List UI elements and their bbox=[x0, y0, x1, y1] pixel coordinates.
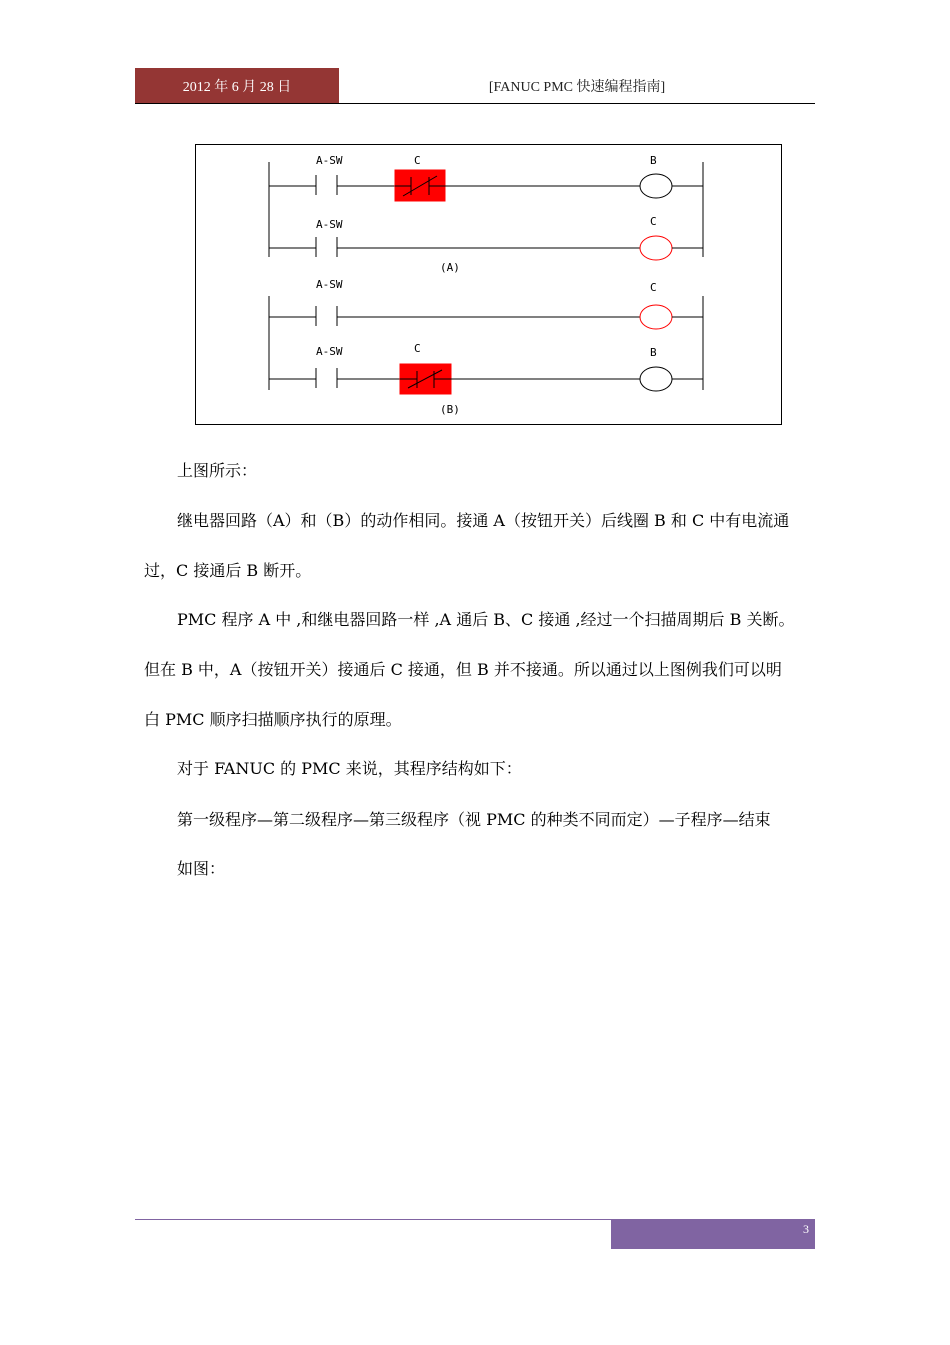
paragraph: 上图所示： bbox=[177, 461, 258, 480]
b-coil-4 bbox=[640, 367, 672, 391]
label-c-4: C bbox=[414, 342, 421, 355]
footer-rule bbox=[135, 1219, 611, 1220]
ladder-diagram-figure bbox=[195, 144, 782, 425]
paragraph: 过，C 接通后 B 断开。 bbox=[144, 561, 312, 580]
paragraph: 如图： bbox=[177, 859, 226, 878]
page-number: 3 bbox=[611, 1219, 815, 1249]
label-a-sw-2: A-SW bbox=[316, 218, 343, 231]
paragraph: 继电器回路（A）和（B）的动作相同。接通 A（按钮开关）后线圈 B 和 C 中有电流通 bbox=[177, 511, 790, 530]
ladder-diagram bbox=[196, 145, 781, 424]
paragraph: PMC 程序 A 中 ,和继电器回路一样 ,A 通后 B、C 接通 ,经过一个扫描周期后 B 关断。 bbox=[177, 610, 795, 629]
label-c-2: C bbox=[650, 215, 657, 228]
paragraph: 对于 FANUC 的 PMC 来说，其程序结构如下： bbox=[177, 759, 522, 778]
c-coil-2 bbox=[640, 236, 672, 260]
b-coil-1 bbox=[640, 174, 672, 198]
label-b-1: B bbox=[650, 154, 657, 167]
label-a-sw-3: A-SW bbox=[316, 278, 343, 291]
caption-b: (B) bbox=[440, 403, 460, 416]
label-a-sw-4: A-SW bbox=[316, 345, 343, 358]
paragraph: 第一级程序—第二级程序—第三级程序（视 PMC 的种类不同而定）—子程序—结束 bbox=[177, 810, 771, 829]
label-a-sw-1: A-SW bbox=[316, 154, 343, 167]
header-date: 2012 年 6 月 28 日 bbox=[135, 68, 339, 103]
caption-a: (A) bbox=[440, 261, 460, 274]
label-c-3: C bbox=[650, 281, 657, 294]
label-b-4: B bbox=[650, 346, 657, 359]
header-title: [FANUC PMC 快速编程指南] bbox=[488, 79, 666, 95]
c-coil-3 bbox=[640, 305, 672, 329]
header-rule bbox=[135, 103, 815, 104]
label-c-1: C bbox=[414, 154, 421, 167]
paragraph: 但在 B 中，A（按钮开关）接通后 C 接通，但 B 并不接通。所以通过以上图例我们可以明 bbox=[144, 660, 782, 679]
paragraph: 白 PMC 顺序扫描顺序执行的原理。 bbox=[144, 710, 402, 729]
